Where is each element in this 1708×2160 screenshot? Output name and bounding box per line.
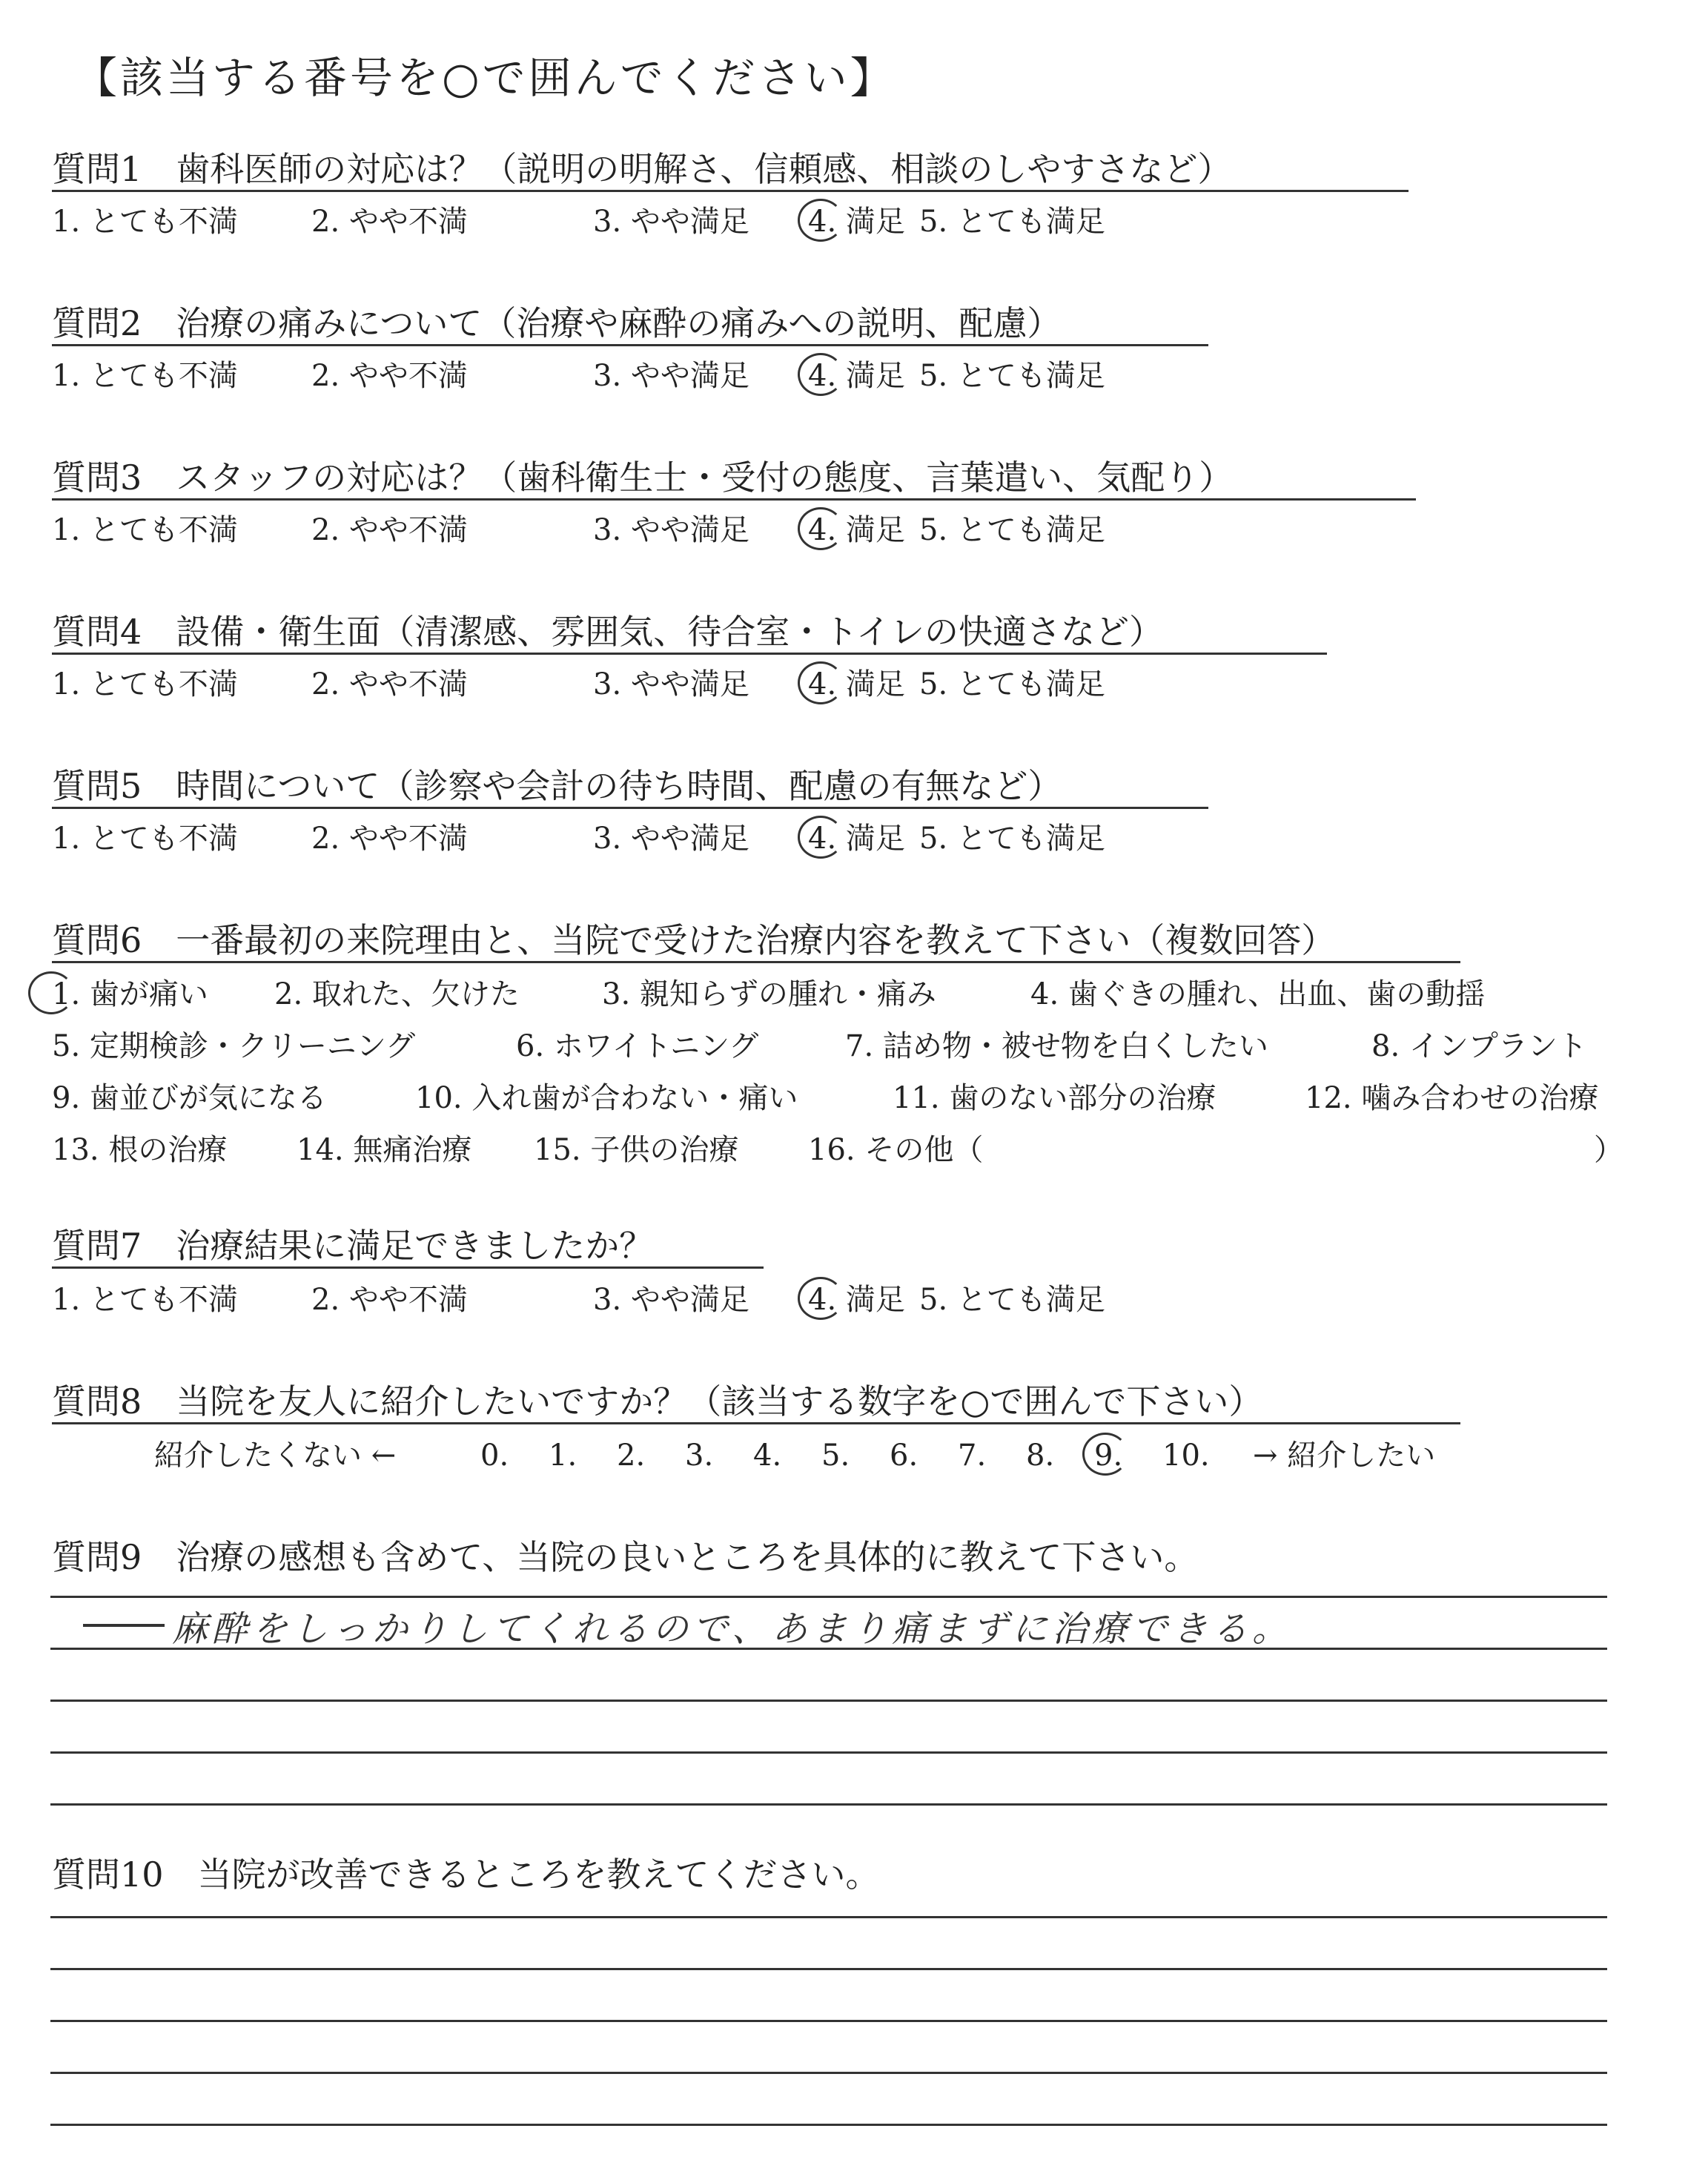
write-line [50, 1803, 1607, 1806]
satisfaction-option[interactable]: 4. 満足 [808, 359, 905, 393]
q8-scale-option[interactable]: 1. [549, 1439, 577, 1473]
question-9-label: 質問9 治療の感想も含めて、当院の良いところを具体的に教えて下さい。 [52, 1537, 1199, 1577]
q8-scale-option[interactable]: 7. [958, 1439, 987, 1473]
selection-circle [798, 1277, 844, 1320]
satisfaction-option[interactable]: 2. やや不満 [311, 1283, 468, 1317]
q6-option[interactable]: 15. 子供の治療 [534, 1133, 739, 1167]
question-7-label: 質問7 治療結果に満足できましたか？ [52, 1226, 654, 1266]
satisfaction-option[interactable]: 2. やや不満 [311, 667, 468, 701]
satisfaction-option[interactable]: 2. やや不満 [311, 822, 468, 856]
satisfaction-option[interactable]: 3. やや満足 [593, 205, 749, 239]
q6-option[interactable]: 13. 根の治療 [52, 1133, 228, 1167]
q6-option[interactable]: 9. 歯並びが気になる [52, 1081, 327, 1115]
satisfaction-option[interactable]: 4. 満足 [808, 667, 905, 701]
satisfaction-option[interactable]: 3. やや満足 [593, 513, 749, 547]
q6-option[interactable]: 3. 親知らずの腫れ・痛み [602, 977, 936, 1011]
q9-answer[interactable]: 麻酔をしっかりしてくれるので、あまり痛まずに治療できる。 [172, 1608, 1293, 1650]
satisfaction-option[interactable]: 2. やや不満 [311, 359, 468, 393]
question-underline [52, 498, 1416, 501]
question-6-label: 質問6 一番最初の来院理由と、当院で受けた治療内容を教えて下さい（複数回答） [52, 920, 1336, 960]
q6-option-other[interactable]: 16. その他（ [808, 1133, 984, 1167]
write-line[interactable] [50, 2124, 1607, 2126]
q6-option[interactable]: 12. 噛み合わせの治療 [1305, 1081, 1599, 1115]
write-line[interactable] [50, 2020, 1607, 2022]
q6-other-close: ） [1594, 1133, 1623, 1167]
satisfaction-option[interactable]: 5. とても満足 [919, 822, 1105, 856]
q8-scale-option[interactable]: 8. [1026, 1439, 1055, 1473]
question-underline [52, 807, 1208, 809]
question-2-label: 質問2 治療の痛みについて（治療や麻酔の痛みへの説明、配慮） [52, 303, 1062, 343]
question-underline [52, 344, 1208, 346]
selection-circle [798, 507, 844, 550]
write-line [50, 1596, 1607, 1598]
q8-scale-option[interactable]: 6. [890, 1439, 918, 1473]
scribble-out [83, 1624, 165, 1627]
q6-option[interactable]: 8. インプラント [1371, 1029, 1587, 1063]
q6-option[interactable]: 10. 入れ歯が合わない・痛い [415, 1081, 798, 1115]
question-10-label: 質問10 当院が改善できるところを教えてください。 [52, 1855, 880, 1895]
q6-option[interactable]: 5. 定期検診・クリーニング [52, 1029, 416, 1063]
selection-circle [798, 661, 844, 704]
question-7-underline [52, 1266, 764, 1269]
q6-option[interactable]: 1. 歯が痛い [52, 977, 208, 1011]
q8-scale-option[interactable]: 5. [821, 1439, 850, 1473]
question-3-label: 質問3 スタッフの対応は？（歯科衛生士・受付の態度、言葉遣い、気配り） [52, 458, 1234, 498]
write-line[interactable] [50, 1968, 1607, 1970]
question-5-label: 質問5 時間について（診察や会計の待ち時間、配慮の有無など） [52, 766, 1062, 806]
q8-scale-option[interactable]: 2. [617, 1439, 646, 1473]
write-line[interactable] [50, 2072, 1607, 2074]
satisfaction-option[interactable]: 5. とても満足 [919, 205, 1105, 239]
satisfaction-option[interactable]: 3. やや満足 [593, 359, 749, 393]
q6-option[interactable]: 4. 歯ぐきの腫れ、出血、歯の動揺 [1030, 977, 1486, 1011]
satisfaction-option[interactable]: 1. とても不満 [52, 513, 238, 547]
q6-option[interactable]: 11. 歯のない部分の治療 [893, 1081, 1217, 1115]
satisfaction-option[interactable]: 4. 満足 [808, 822, 905, 856]
satisfaction-option[interactable]: 1. とても不満 [52, 1283, 238, 1317]
satisfaction-option[interactable]: 3. やや満足 [593, 1283, 749, 1317]
question-1-label: 質問1 歯科医師の対応は？（説明の明解さ、信頼感、相談のしやすさなど） [52, 149, 1232, 189]
selection-circle [1082, 1433, 1128, 1476]
satisfaction-option[interactable]: 4. 満足 [808, 513, 905, 547]
satisfaction-option[interactable]: 3. やや満足 [593, 667, 749, 701]
q6-option[interactable]: 7. 詰め物・被せ物を白くしたい [845, 1029, 1268, 1063]
write-line [50, 1700, 1607, 1702]
q8-scale-option[interactable]: 9. [1094, 1439, 1123, 1473]
write-line[interactable] [50, 1916, 1607, 1918]
satisfaction-option[interactable]: 1. とても不満 [52, 667, 238, 701]
satisfaction-option[interactable]: 3. やや満足 [593, 822, 749, 856]
q8-scale-option[interactable]: 4. [753, 1439, 782, 1473]
question-underline [52, 653, 1327, 655]
selection-circle [798, 353, 844, 396]
selection-circle [798, 816, 844, 859]
satisfaction-option[interactable]: 5. とても満足 [919, 359, 1105, 393]
write-line [50, 1751, 1607, 1754]
satisfaction-option[interactable]: 4. 満足 [808, 205, 905, 239]
question-4-label: 質問4 設備・衛生面（清潔感、雰囲気、待合室・トイレの快適さなど） [52, 612, 1163, 652]
question-8-label: 質問8 当院を友人に紹介したいですか？（該当する数字を○で囲んで下さい） [52, 1381, 1263, 1421]
satisfaction-option[interactable]: 4. 満足 [808, 1283, 905, 1317]
q8-scale-option[interactable]: 3. [685, 1439, 714, 1473]
q8-scale-option[interactable]: 10. [1162, 1439, 1210, 1473]
question-underline [52, 190, 1409, 192]
question-6-underline [52, 961, 1460, 963]
selection-circle [798, 199, 844, 242]
satisfaction-option[interactable]: 1. とても不満 [52, 822, 238, 856]
satisfaction-option[interactable]: 2. やや不満 [311, 513, 468, 547]
page-title: 【該当する番号を○で囲んでください】 [74, 53, 896, 103]
q8-left-label: 紹介したくない ← [154, 1439, 397, 1473]
q8-right-label: → 紹介したい [1253, 1439, 1436, 1473]
q6-option[interactable]: 6. ホワイトニング [516, 1029, 759, 1063]
satisfaction-option[interactable]: 5. とても満足 [919, 1283, 1105, 1317]
satisfaction-option[interactable]: 1. とても不満 [52, 205, 238, 239]
satisfaction-option[interactable]: 5. とても満足 [919, 667, 1105, 701]
satisfaction-option[interactable]: 5. とても満足 [919, 513, 1105, 547]
question-8-underline [52, 1422, 1460, 1424]
satisfaction-option[interactable]: 2. やや不満 [311, 205, 468, 239]
q6-option[interactable]: 2. 取れた、欠けた [274, 977, 520, 1011]
satisfaction-option[interactable]: 1. とても不満 [52, 359, 238, 393]
q6-option[interactable]: 14. 無痛治療 [297, 1133, 472, 1167]
q8-scale-option[interactable]: 0. [480, 1439, 509, 1473]
